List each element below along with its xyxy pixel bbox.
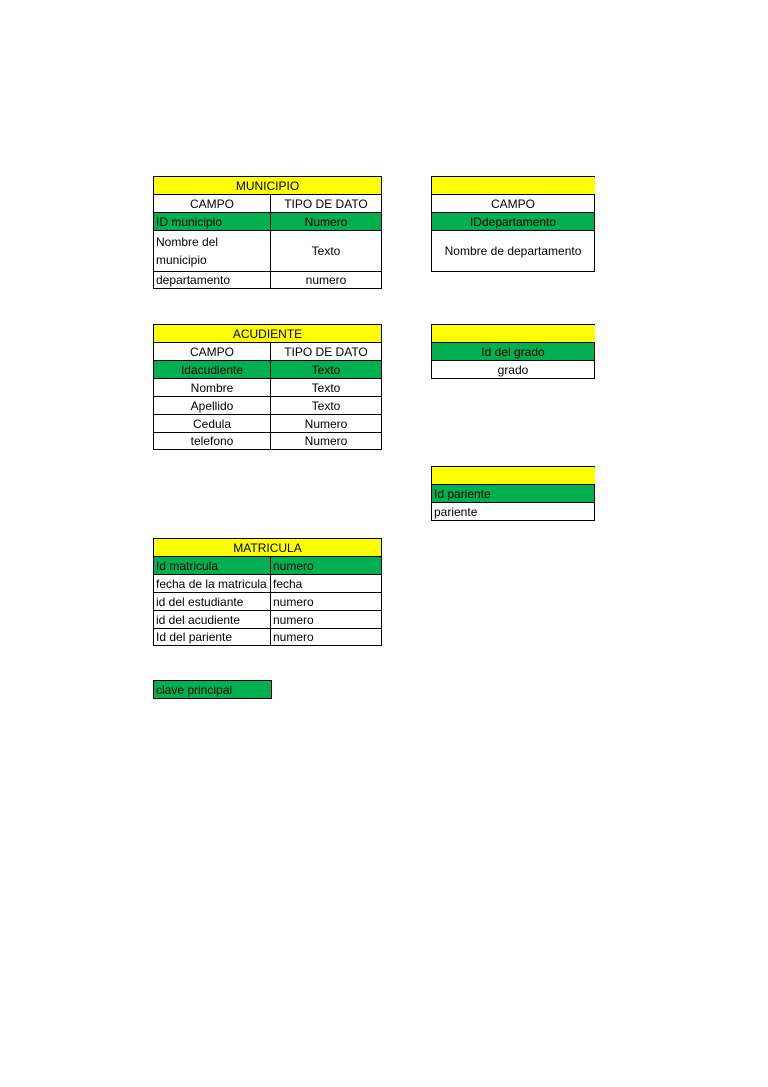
departamento-header-campo: CAMPO — [431, 194, 595, 213]
acudiente-key-field: Idacudiente — [153, 360, 271, 379]
matricula-row-type: numero — [270, 628, 382, 646]
pariente-row-field: pariente — [431, 502, 595, 521]
acudiente-header-campo: CAMPO — [153, 342, 271, 361]
municipio-row-field: departamento — [153, 271, 271, 289]
departamento-row-field: Nombre de departamento — [431, 230, 595, 272]
matricula-row-field: id del acudiente — [153, 610, 271, 629]
grado-key-field: Id del grado — [431, 342, 595, 361]
departamento-key-field: IDdepartamento — [431, 212, 595, 231]
municipio-header-tipo: TIPO DE DATO — [270, 194, 382, 213]
grado-row-field: grado — [431, 360, 595, 379]
acudiente-key-type: Texto — [270, 360, 382, 379]
acudiente-row-field: Cedula — [153, 414, 271, 433]
acudiente-row-type: Texto — [270, 378, 382, 397]
matricula-row-field: id del estudiante — [153, 592, 271, 611]
matricula-row-type: numero — [270, 610, 382, 629]
municipio-row-type: Texto — [270, 230, 382, 272]
pariente-title — [431, 466, 595, 485]
acudiente-header-tipo: TIPO DE DATO — [270, 342, 382, 361]
matricula-row-type: fecha — [270, 574, 382, 593]
matricula-row-field: Id del pariente — [153, 628, 271, 646]
grado-title — [431, 324, 595, 343]
municipio-title: MUNICIPIO — [153, 176, 382, 195]
acudiente-row-field: telefono — [153, 432, 271, 450]
acudiente-row-field: Apellido — [153, 396, 271, 415]
matricula-key-type: numero — [270, 556, 382, 575]
acudiente-row-type: Texto — [270, 396, 382, 415]
pariente-key-field: Id pariente — [431, 484, 595, 503]
matricula-row-type: numero — [270, 592, 382, 611]
municipio-row-field: Nombre del municipio — [153, 230, 271, 272]
matricula-title: MATRICULA — [153, 538, 382, 557]
acudiente-row-type: Numero — [270, 414, 382, 433]
matricula-row-field: fecha de la matricula — [153, 574, 271, 593]
municipio-header-campo: CAMPO — [153, 194, 271, 213]
acudiente-row-type: Numero — [270, 432, 382, 450]
municipio-row-type: numero — [270, 271, 382, 289]
municipio-key-field: ID municipio — [153, 212, 271, 231]
matricula-key-field: Id matricula — [153, 556, 271, 575]
acudiente-row-field: Nombre — [153, 378, 271, 397]
municipio-key-type: Numero — [270, 212, 382, 231]
acudiente-title: ACUDIENTE — [153, 324, 382, 343]
departamento-title — [431, 176, 595, 195]
legend-primary-key: clave principal — [153, 680, 272, 699]
